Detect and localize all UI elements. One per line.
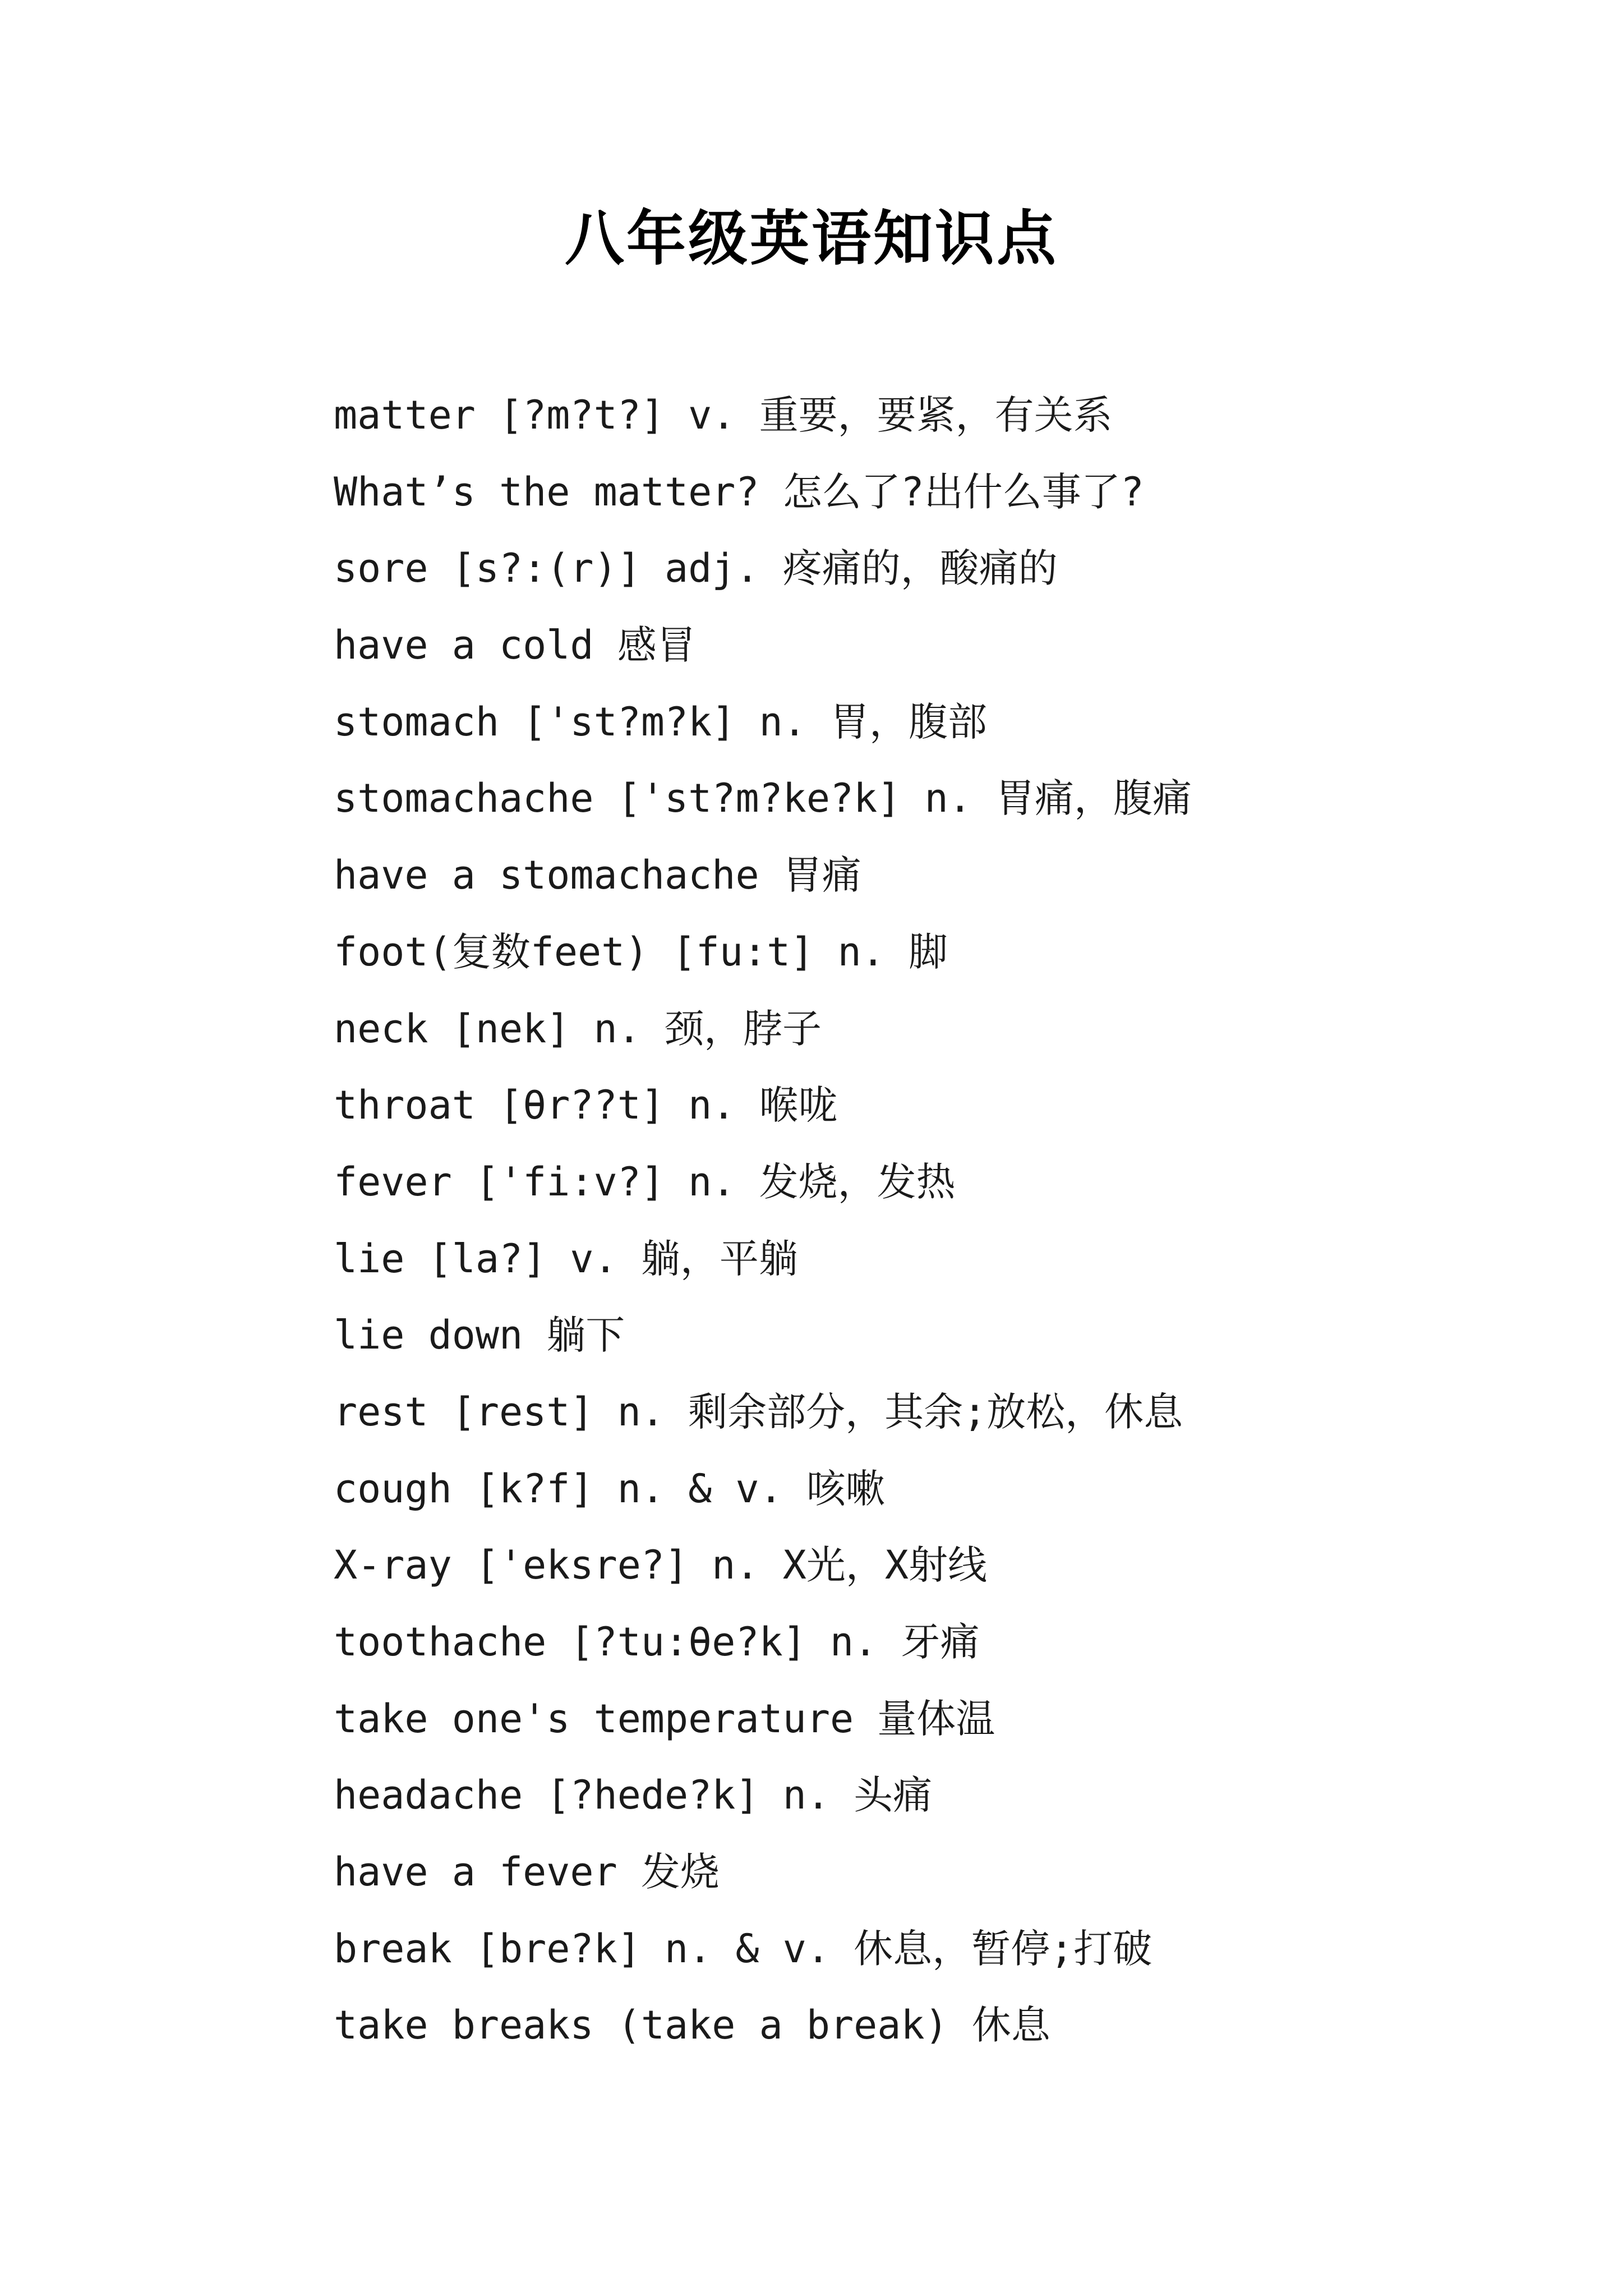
vocabulary-entry: fever ['fi:v?] n. 发烧，发热 (334, 1158, 956, 1205)
vocabulary-entry: throat [θr??t] n. 喉咙 (334, 1082, 838, 1129)
vocabulary-entry: toothache [?tu:θe?k] n. 牙痛 (334, 1619, 980, 1665)
vocabulary-entry: rest [rest] n. 剩余部分，其余;放松，休息 (334, 1388, 1183, 1435)
vocabulary-entry: lie [la?] v. 躺，平躺 (334, 1235, 798, 1282)
vocabulary-entry: take one's temperature 量体温 (334, 1695, 995, 1742)
vocabulary-entry: neck [nek] n. 颈，脖子 (334, 1005, 822, 1052)
vocabulary-entry: sore [s?:(r)] adj. 疼痛的，酸痛的 (334, 545, 1058, 592)
vocabulary-entry: have a cold 感冒 (334, 622, 696, 669)
vocabulary-entry: take breaks (take a break) 休息 (334, 2002, 1050, 2049)
vocabulary-entry: foot(复数feet) [fu:t] n. 脚 (334, 928, 948, 975)
vocabulary-entry: stomach ['st?m?k] n. 胃，腹部 (334, 698, 988, 745)
vocabulary-entry: break [bre?k] n. & v. 休息，暂停;打破 (334, 1925, 1152, 1972)
vocabulary-entry: have a stomachache 胃痛 (334, 852, 861, 899)
document-title: 八年级英语知识点 (565, 203, 1058, 273)
vocabulary-entry: stomachache ['st?m?ke?k] n. 胃痛，腹痛 (334, 775, 1192, 822)
vocabulary-entry: X-ray ['eksre?] n. X光，X射线 (334, 1542, 988, 1589)
vocabulary-entry: What’s the matter? 怎么了?出什么事了? (334, 468, 1145, 515)
vocabulary-entry: headache [?hede?k] n. 头痛 (334, 1772, 933, 1819)
vocabulary-entry: lie down 躺下 (334, 1312, 625, 1359)
vocabulary-entry: have a fever 发烧 (334, 1849, 720, 1895)
vocabulary-list (334, 377, 1567, 2064)
vocabulary-entry: cough [k?f] n. & v. 咳嗽 (334, 1465, 885, 1512)
vocabulary-entry: matter [?m?t?] v. 重要，要紧，有关系 (334, 392, 1113, 438)
